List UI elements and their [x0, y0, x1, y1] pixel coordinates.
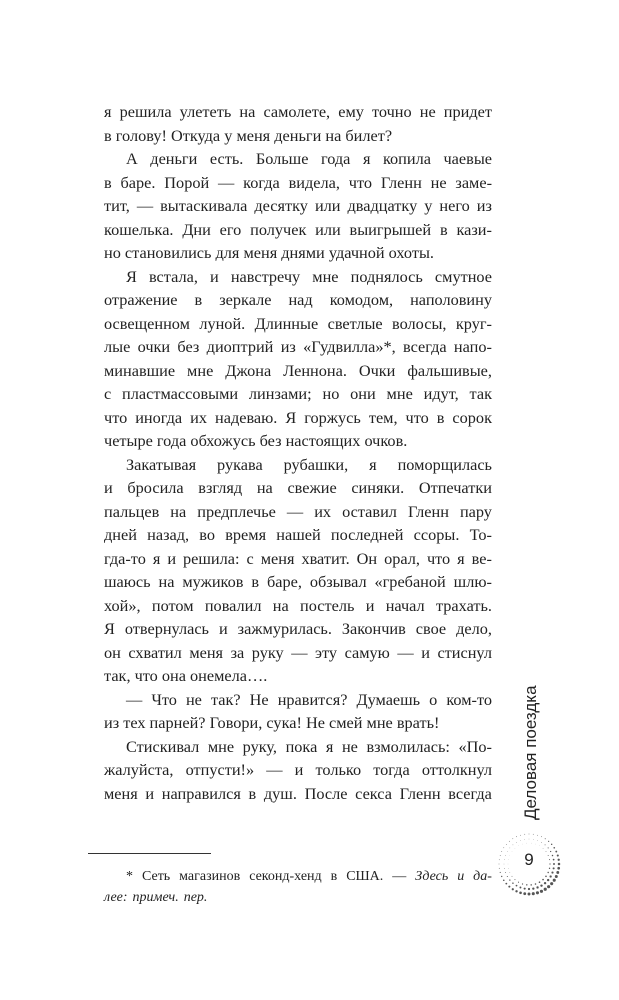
dot [507, 876, 508, 877]
dot [542, 879, 544, 881]
dot [539, 881, 541, 883]
dot [506, 844, 507, 845]
dot [514, 879, 515, 880]
text-line: но становились для меня днями удачной охоты. [104, 243, 434, 262]
paragraph [104, 453, 492, 688]
dot [513, 845, 514, 846]
dot [520, 840, 521, 841]
text-line: Я отвернулась и зажмурилась. Закончив свое дело, [104, 619, 492, 638]
dot [512, 838, 513, 839]
text-line: лые очки без диоптрий из «Гудвилла»*, всегда напо- [104, 337, 492, 356]
dot [532, 892, 535, 895]
dot [537, 835, 538, 836]
dot [518, 882, 519, 883]
text-line: с пластмассовыми линзами; но они мне идут, так [104, 384, 492, 403]
dot [530, 884, 532, 886]
dot [512, 888, 514, 890]
text-line: в голову! Откуда у меня деньги на билет? [104, 125, 393, 145]
dot [543, 848, 544, 849]
dot [545, 876, 547, 878]
dot [503, 879, 505, 881]
page-number: 9 [524, 850, 534, 869]
dot [516, 885, 518, 887]
dot [524, 839, 525, 840]
dot [516, 836, 517, 837]
footnote-line: * Сеть магазинов секонд-хенд в США. — Здесь и да- [126, 869, 492, 884]
text-line: так, что она онемела…. [104, 666, 268, 685]
dot [515, 890, 517, 892]
dot [544, 882, 546, 884]
dot [510, 848, 511, 849]
dot [540, 884, 542, 886]
text-line: гда-то я и решила: с меня хватит. Он орал, что я ве- [104, 548, 492, 568]
text-line: шаюсь на мужиков в баре, обзывал «гребаной шлю- [104, 572, 492, 591]
dot [529, 839, 530, 840]
dot [523, 892, 526, 895]
paragraph [104, 100, 492, 147]
dot [553, 847, 555, 849]
dot [512, 876, 513, 877]
text-line: он схватил меня за руку — эту самую — и стиснул [104, 642, 492, 662]
text-line: пальцев на предплечье — их оставил Гленн пару [104, 501, 492, 521]
dot [547, 879, 549, 881]
dot [533, 839, 534, 840]
dot [529, 834, 530, 835]
dot [524, 888, 526, 890]
dot [508, 886, 510, 888]
dot [545, 844, 546, 845]
dot [519, 891, 522, 894]
dot [545, 838, 546, 839]
dot [553, 879, 556, 882]
dot [500, 872, 501, 873]
dot [528, 893, 531, 896]
dot [547, 872, 548, 873]
dot [548, 847, 549, 848]
dot [536, 886, 538, 888]
text-line: дней назад, во время нашей последней ссоры. То- [104, 525, 492, 544]
text-line: Стискивал мне руку, пока я не взмолилась: «По- [126, 736, 492, 756]
dot [548, 841, 549, 842]
dot [555, 875, 558, 878]
dot [537, 840, 538, 841]
dot [501, 876, 502, 877]
dot [556, 871, 559, 874]
dot [528, 888, 530, 890]
text-line: освещенном луной. Длинные светлые волосы, круг- [104, 313, 492, 333]
dot [550, 875, 552, 877]
dot [535, 883, 537, 885]
dot [522, 883, 523, 884]
text-line: тит, — вытаскивала десятку или двадцатку у него из [104, 196, 492, 215]
text-line: А деньги есть. Больше года я копила чаевые [126, 149, 492, 168]
dot [547, 885, 550, 888]
body-text [104, 100, 492, 805]
dot [540, 890, 543, 893]
footnote-divider [88, 853, 211, 854]
dot [551, 871, 553, 873]
dot [541, 842, 542, 843]
dot [509, 872, 510, 873]
dot [505, 872, 506, 873]
text-line: что иногда их надеваю. Я горжусь тем, что в сорок [104, 407, 492, 427]
running-title: Деловая поездка [521, 685, 540, 820]
text-line: жалуйста, отпусти!» — и только тогда оттолкнул [104, 760, 492, 779]
dot [551, 844, 552, 845]
text-line: Я встала, и навстречу мне поднялось смутное [126, 266, 492, 286]
text-line: Закатывая рукава рубашки, я поморщилась [126, 454, 492, 474]
dot [509, 879, 510, 880]
text-line: четыре года обхожусь без настоящих очков. [104, 431, 408, 450]
text-line: в баре. Порой — когда видела, что Гленн не заме- [104, 172, 492, 192]
text-line: и бросила взгляд на свежие синяки. Отпечатки [104, 478, 492, 497]
text-line: минавшие мне Джона Леннона. Очки фальшивые, [104, 360, 492, 380]
text-line: меня и направился в душ. После секса Гленн всегда [104, 783, 492, 803]
text-line: кошелька. Дни его получек или выигрышей в кази- [104, 219, 492, 239]
dot [505, 883, 507, 885]
text-line: я решила улететь на самолете, ему точно не придет [104, 102, 492, 121]
text-line: хой», потом повалил на постель и начал трахать. [104, 595, 492, 615]
paragraph [104, 688, 492, 735]
text-line: — Что не так? Не нравится? Думаешь о ком-то [126, 689, 492, 709]
dot [526, 884, 527, 885]
paragraph [104, 265, 492, 453]
paragraph [104, 147, 492, 265]
dot [524, 834, 525, 835]
dot [516, 842, 517, 843]
footnote-line: лее: примеч. пер. [104, 890, 208, 905]
page-number-badge [495, 830, 563, 898]
dot [532, 887, 534, 889]
dot [550, 882, 553, 885]
dot [520, 835, 521, 836]
dot [541, 836, 542, 837]
dot [520, 887, 522, 889]
footnote [104, 866, 492, 908]
dot [533, 834, 534, 835]
text-line: отражение в зеркале над комодом, наполовину [104, 290, 492, 309]
dot [512, 882, 514, 884]
dot [503, 847, 504, 848]
dot [509, 841, 510, 842]
paragraph [104, 735, 492, 806]
dot [544, 888, 547, 891]
dot [536, 891, 539, 894]
text-line: из тех парней? Говори, сука! Не смей мне врать! [104, 713, 440, 732]
